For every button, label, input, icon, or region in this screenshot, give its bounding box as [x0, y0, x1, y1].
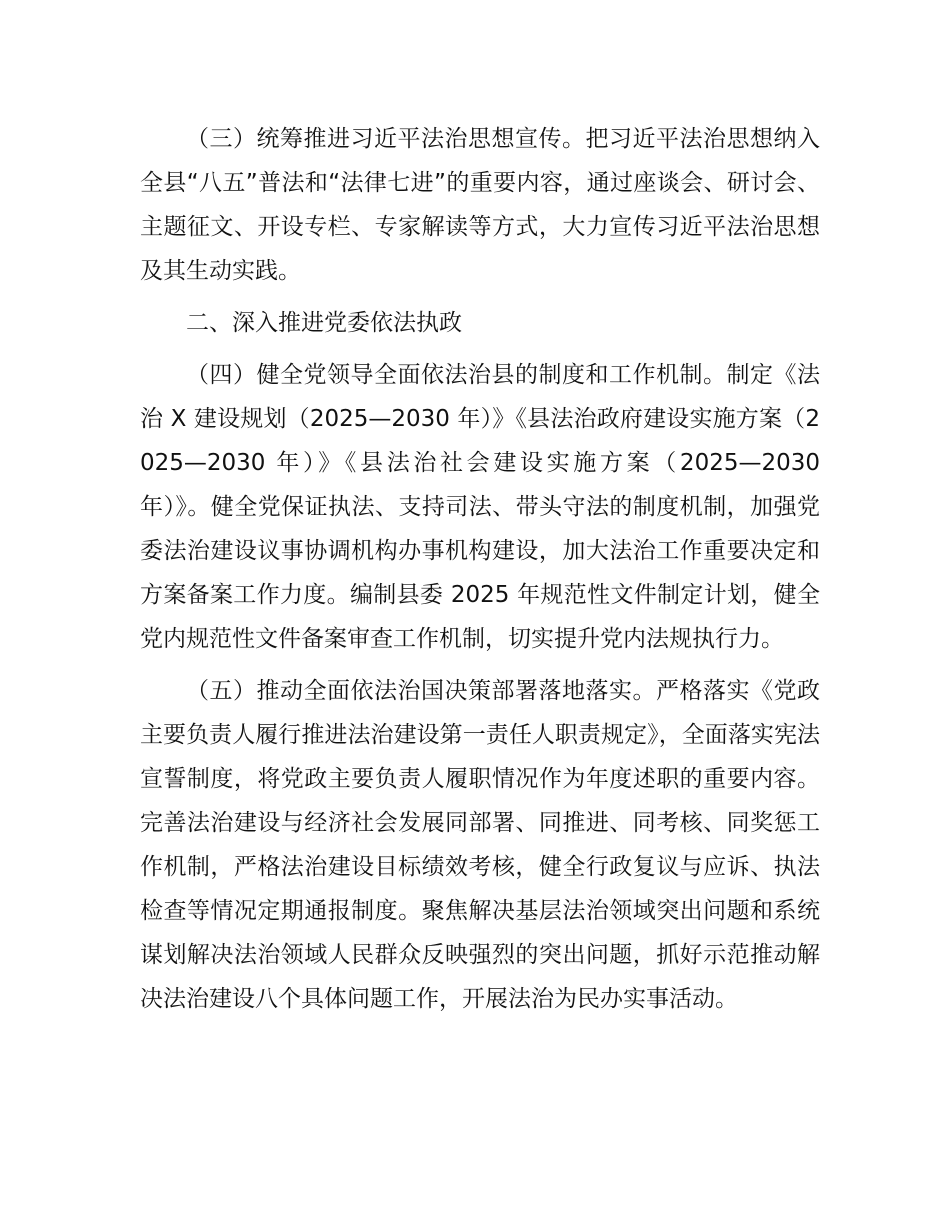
paragraph-institutions: （四）健全党领导全面依法治县的制度和工作机制。制定《法治 X 建设规划（2025—2030 年）》《县法治政府建设实施方案（2025—2030 年）》《县法治社会建设实施方案（2025—2030 年）》。健全党保证执法、支持司法、带头守法的制度机制，加强党委法治建设议事协调机构办事机构建设，加大法治工作重要决定和方案备案工作力度。编制县委 2025 年规范性文件制定计划，健全党内规范性文件备案审查工作机制，切实提升党内法规执行力。	[140, 362, 820, 652]
document-body	[140, 117, 820, 1021]
paragraph-publicity: （三）统筹推进习近平法治思想宣传。把习近平法治思想纳入全县“八五”普法和“法律七进”的重要内容，通过座谈会、研讨会、主题征文、开设专栏、专家解读等方式，大力宣传习近平法治思想及其生动实践。	[140, 126, 820, 284]
paragraph-implementation: （五）推动全面依法治国决策部署落地落实。严格落实《党政主要负责人履行推进法治建设第一责任人职责规定》，全面落实宪法宣誓制度，将党政主要负责人履职情况作为年度述职的重要内容。完善法治建设与经济社会发展同部署、同推进、同考核、同奖惩工作机制，严格法治建设目标绩效考核，健全行政复议与应诉、执法检查等情况定期通报制度。聚焦解决基层法治领域突出问题和系统谋划解决法治领域人民群众反映强烈的突出问题，抓好示范推动解决法治建设八个具体问题工作，开展法治为民办实事活动。	[140, 678, 820, 1012]
section-heading-party-rule-by-law: 二、深入推进党委依法执政	[186, 310, 462, 336]
